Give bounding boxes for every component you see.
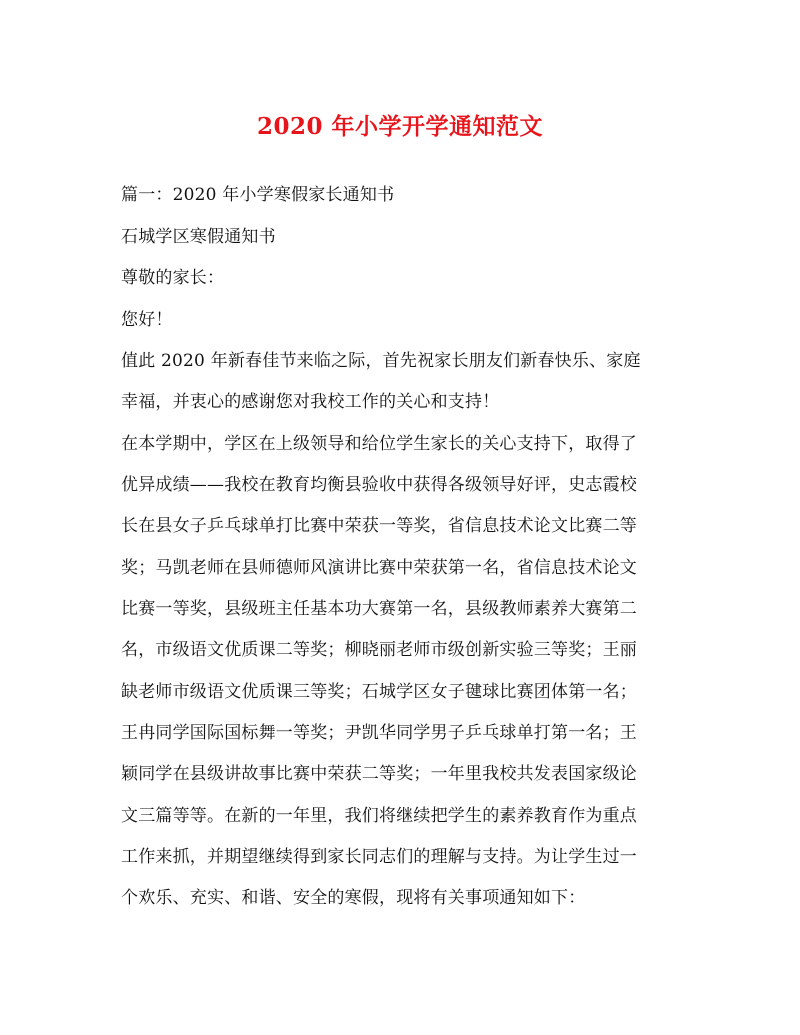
text-line: 个欢乐、充实、和谐、安全的寒假，现将有关事项通知如下： [121,888,586,908]
text-line: 篇一：2020 年小学寒假家长通知书 [121,185,395,205]
text-line: 颖同学在县级讲故事比赛中荣获二等奖；一年里我校共发表国家级论 [121,764,637,784]
text-line: 石城学区寒假通知书 [121,227,276,247]
text-line: 值此 2020 年新春佳节来临之际，首先祝家长朋友们新春快乐、家庭 [121,351,641,371]
text-line: 您好！ [121,310,173,330]
text-line: 文三篇等等。在新的一年里，我们将继续把学生的素养教育作为重点 [121,806,637,826]
text-line: 比赛一等奖，县级班主任基本功大赛第一名，县级教师素养大赛第二 [121,599,637,619]
text-line: 工作来抓，并期望继续得到家长同志们的理解与支持。为让学生过一 [121,847,637,867]
text-line: 缺老师市级语文优质课三等奖；石城学区女子毽球比赛团体第一名； [121,682,637,702]
text-line: 尊敬的家长： [121,268,225,288]
text-line: 优异成绩——我校在教育均衡县验收中获得各级领导好评，史志霞校 [121,475,637,495]
document-title: 2020 年小学开学通知范文 [256,113,544,140]
text-line: 幸福，并衷心的感谢您对我校工作的关心和支持！ [121,392,500,412]
text-line: 在本学期中，学区在上级领导和给位学生家长的关心支持下，取得了 [121,434,637,454]
text-line: 长在县女子乒乓球单打比赛中荣获一等奖，省信息技术论文比赛二等 [121,516,637,536]
text-line: 名，市级语文优质课二等奖；柳晓丽老师市级创新实验三等奖；王丽 [121,640,637,660]
text-line: 王冉同学国际国标舞一等奖；尹凯华同学男子乒乓球单打第一名；王 [121,723,637,743]
text-line: 奖；马凯老师在县师德师风演讲比赛中荣获第一名，省信息技术论文 [121,558,637,578]
